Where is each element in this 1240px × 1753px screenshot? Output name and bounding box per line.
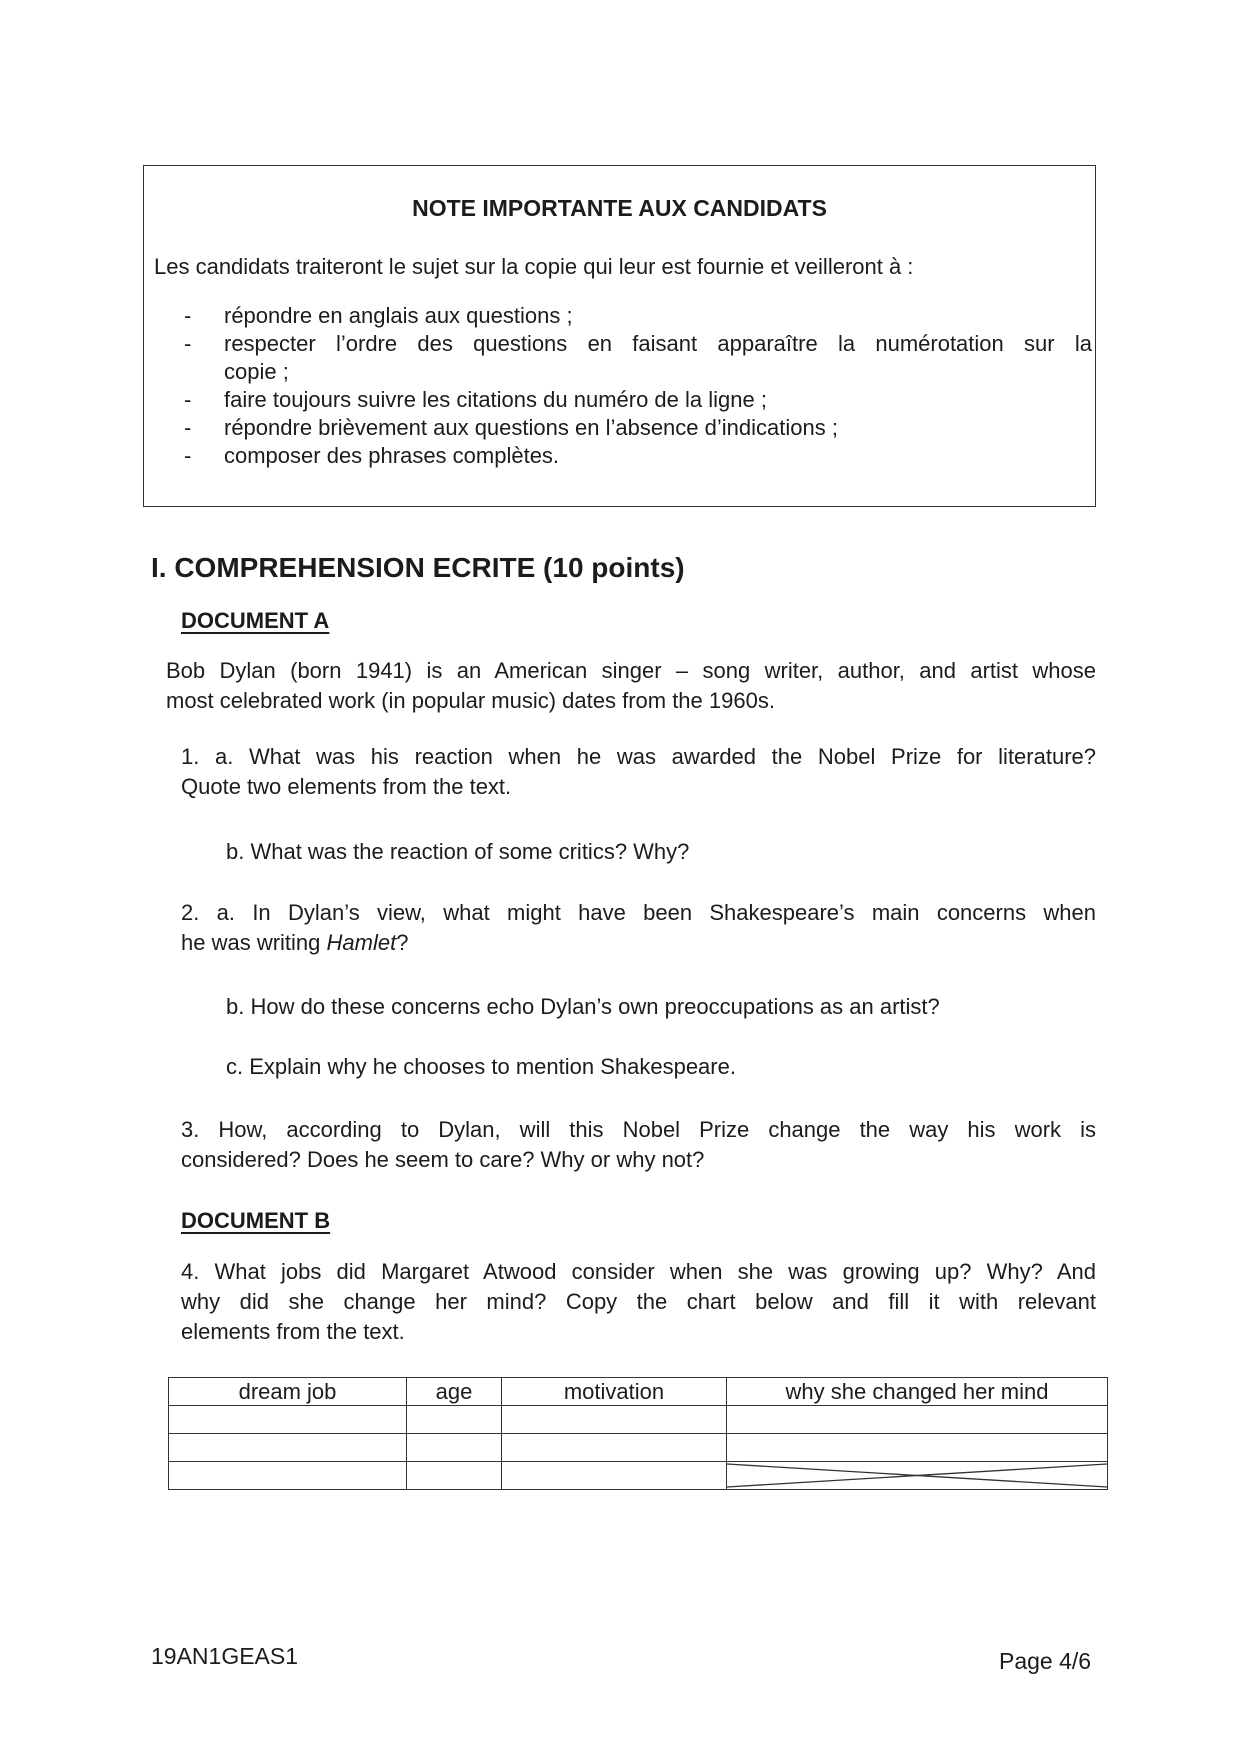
document-a-heading: DOCUMENT A bbox=[181, 608, 330, 633]
table-row bbox=[169, 1406, 1108, 1434]
table-cell bbox=[502, 1434, 727, 1462]
bullet-dash: - bbox=[184, 443, 192, 468]
table-cell bbox=[502, 1406, 727, 1434]
bullet-dash: - bbox=[184, 331, 192, 356]
cross-out-lines bbox=[727, 1462, 1107, 1489]
note-item: - faire toujours suivre les citations du numéro de la ligne ; bbox=[184, 387, 767, 412]
question-2c: c. Explain why he chooses to mention Shakespeare. bbox=[226, 1054, 736, 1079]
table-row bbox=[169, 1462, 1108, 1490]
table-row bbox=[169, 1434, 1108, 1462]
question-2a: 2. a. In Dylan’s view, what might have been Shakespeare’s main concerns when he was writing Hamlet? bbox=[181, 900, 1096, 955]
table-header-cell: age bbox=[407, 1378, 502, 1406]
table-header-cell: why she changed her mind bbox=[727, 1378, 1108, 1406]
table-cell bbox=[727, 1434, 1108, 1462]
document-a-intro: Bob Dylan (born 1941) is an American singer – song writer, author, and artist whose most celebrated work (in popular music) dates from the 1960s. bbox=[166, 658, 1096, 713]
exam-code: 19AN1GEAS1 bbox=[151, 1643, 299, 1669]
question-1a: 1. a. What was his reaction when he was awarded the Nobel Prize for literature? Quote two elements from the text. bbox=[181, 744, 1096, 799]
table-cell bbox=[169, 1462, 407, 1490]
note-instructions-list bbox=[172, 302, 1092, 470]
bullet-dash: - bbox=[184, 387, 192, 412]
bullet-dash: - bbox=[184, 303, 192, 328]
bullet-dash: - bbox=[184, 415, 192, 440]
table-cell bbox=[502, 1462, 727, 1490]
note-item: - répondre brièvement aux questions en l’absence d’indications ; bbox=[184, 415, 838, 440]
table-header-cell: motivation bbox=[502, 1378, 727, 1406]
note-title: NOTE IMPORTANTE AUX CANDIDATS bbox=[412, 195, 827, 221]
table-header-row bbox=[169, 1378, 1108, 1406]
question-4: 4. What jobs did Margaret Atwood consider when she was growing up? Why? And why did she change her mind? Copy the chart below and fill it with relevant elements from the text. bbox=[181, 1259, 1096, 1344]
question-2b: b. How do these concerns echo Dylan’s own preoccupations as an artist? bbox=[226, 994, 940, 1019]
question-1b: b. What was the reaction of some critics? Why? bbox=[226, 839, 690, 864]
table-cell bbox=[169, 1406, 407, 1434]
table-cell bbox=[407, 1434, 502, 1462]
document-b-heading: DOCUMENT B bbox=[181, 1208, 331, 1233]
table-header-cell: dream job bbox=[169, 1378, 407, 1406]
section-title: I. COMPREHENSION ECRITE (10 points) bbox=[151, 552, 685, 583]
note-item: - composer des phrases complètes. bbox=[184, 443, 560, 468]
table-cell bbox=[407, 1462, 502, 1490]
crossed-out-cell bbox=[727, 1462, 1108, 1490]
question-3: 3. How, according to Dylan, will this Nobel Prize change the way his work is considered? Does he seem to care? Why or why not? bbox=[181, 1117, 1096, 1172]
important-note-box bbox=[143, 165, 1096, 507]
table-cell bbox=[407, 1406, 502, 1434]
table-cell bbox=[169, 1434, 407, 1462]
note-item: - répondre en anglais aux questions ; bbox=[184, 303, 573, 328]
note-item: - respecter l’ordre des questions en faisant apparaître la numérotation sur la copie ; bbox=[184, 331, 1092, 384]
page-number: Page 4/6 bbox=[999, 1648, 1092, 1674]
table-cell bbox=[727, 1406, 1108, 1434]
answer-chart-table bbox=[168, 1377, 1108, 1490]
note-intro: Les candidats traiteront le sujet sur la copie qui leur est fournie et veilleront à : bbox=[154, 254, 914, 279]
